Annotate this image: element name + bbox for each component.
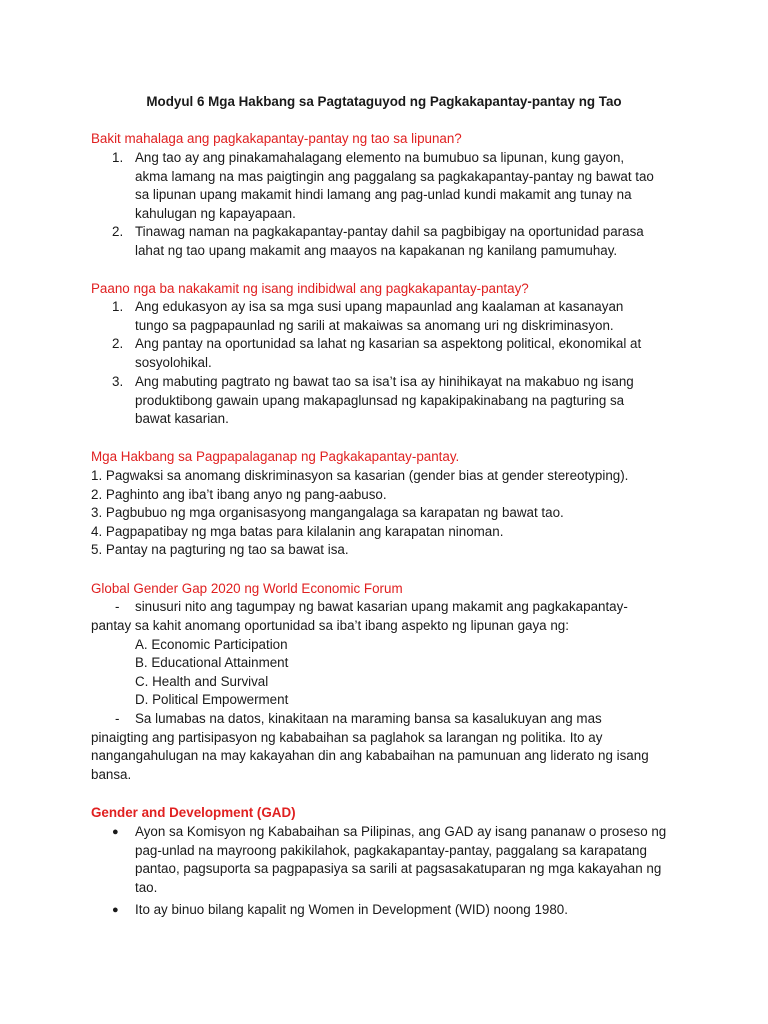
- paragraph-gender-gap: [91, 598, 671, 635]
- list-number: 2.: [112, 224, 124, 239]
- list-item: D. Political Empowerment: [135, 692, 289, 707]
- list-item-text: Ang pantay na oportunidad sa lahat ng kasarian sa aspektong political, ekonomikal at sosyolohikal.: [135, 336, 642, 370]
- paragraph-line: bansa.: [91, 766, 132, 782]
- paragraph-line: pantay sa kahit anomang oportunidad sa iba’t ibang aspekto ng lipunan gaya ng:: [91, 617, 569, 633]
- list-number: 1.: [112, 299, 124, 314]
- list-item: [112, 901, 675, 920]
- section-heading-global-gender-gap: Global Gender Gap 2020 ng World Economic Forum: [91, 581, 403, 596]
- list-item: [112, 373, 655, 429]
- list-item: B. Educational Attainment: [135, 655, 289, 670]
- list-item: 3. Pagbubuo ng mga organisasyong mangangalaga sa karapatan ng bawat tao.: [91, 505, 564, 520]
- list-item: [112, 823, 670, 897]
- list-item-text: Ito ay binuo bilang kapalit ng Women in Development (WID) noong 1980.: [135, 902, 568, 917]
- list-item: [112, 298, 645, 335]
- document-title: Modyul 6 Mga Hakbang sa Pagtataguyod ng Pagkakapantay-pantay ng Tao: [146, 94, 622, 109]
- paragraph-line: nangangahulugan na may kakayahan din ang kababaihan na pamunuan ang liderato ng isang: [91, 748, 649, 764]
- list-item-text: Ang tao ay ang pinakamahalagang elemento na bumubuo sa lipunan, kung gayon, akma lamang na mas paigtingin ang paggalang sa pagkakapantay-pantay ng bawat tao sa lipunan upang makamit hindi lamang ang pag-unlad kundi makamit ang tunay na kahulugan ng kapayapaan.: [135, 150, 654, 221]
- paragraph-line: sinusuri nito ang tagumpay ng bawat kasarian upang makamit ang pagkakapantay-: [135, 599, 628, 614]
- bullet-marker: ●: [112, 826, 119, 838]
- list-number: 1.: [112, 150, 124, 165]
- list-item: C. Health and Survival: [135, 674, 269, 689]
- list-item: [112, 335, 655, 372]
- paragraph-line: pinaigting ang partisipasyon ng kababaihan sa paglahok sa larangan ng politika. Ito ay: [91, 729, 603, 745]
- section-heading-gad: Gender and Development (GAD): [91, 805, 296, 820]
- list-number: 2.: [112, 336, 124, 351]
- list-item-text: Ang mabuting pagtrato ng bawat tao sa isa’t isa ay hinihikayat na makabuo ng isang produktibong gawain upang makapaglunsad ng kapakipakinabang na pagturing sa bawat kasarian.: [135, 374, 634, 427]
- paragraph-findings: [91, 710, 671, 784]
- list-item: [112, 223, 650, 260]
- list-item: 1. Pagwaksi sa anomang diskriminasyon sa kasarian (gender bias at gender stereotyping).: [91, 468, 629, 483]
- list-item: [112, 149, 655, 223]
- paragraph-line: Sa lumabas na datos, kinakitaan na maraming bansa sa kasalukuyan ang mas: [135, 711, 602, 726]
- section-heading-importance: Bakit mahalaga ang pagkakapantay-pantay ng tao sa lipunan?: [91, 131, 462, 146]
- list-item-text: Ang edukasyon ay isa sa mga susi upang mapaunlad ang kaalaman at kasanayan tungo sa pagpapaunlad ng sarili at makaiwas sa anomang uri ng diskriminasyon.: [135, 299, 624, 333]
- section-heading-steps: Mga Hakbang sa Pagpapalaganap ng Pagkakapantay-pantay.: [91, 449, 460, 464]
- list-item: A. Economic Participation: [135, 637, 288, 652]
- list-item-text: Tinawag naman na pagkakapantay-pantay dahil sa pagbibigay na oportunidad parasa lahat ng tao upang makamit ang maayos na kapakanan ng kanilang pamumuhay.: [135, 224, 644, 258]
- dash-marker: -: [115, 711, 120, 726]
- bullet-marker: ●: [112, 904, 119, 916]
- list-item: 5. Pantay na pagturing ng tao sa bawat isa.: [91, 542, 349, 557]
- list-item: 2. Paghinto ang iba’t ibang anyo ng pang-aabuso.: [91, 487, 387, 502]
- list-item: 4. Pagpapatibay ng mga batas para kilalanin ang karapatan ninoman.: [91, 524, 504, 539]
- dash-marker: -: [115, 599, 120, 614]
- list-number: 3.: [112, 374, 124, 389]
- list-item-text: Ayon sa Komisyon ng Kababaihan sa Pilipinas, ang GAD ay isang pananaw o proseso ng pag-unlad na mayroong pakikilahok, pagkakapantay-pantay, paggalang sa karapatang pantao, pagsuporta sa pagpapasiya sa sarili at pagsasakatuparan ng mga kakayahan ng tao.: [135, 824, 667, 895]
- section-heading-how: Paano nga ba nakakamit ng isang indibidwal ang pagkakapantay-pantay?: [91, 281, 529, 296]
